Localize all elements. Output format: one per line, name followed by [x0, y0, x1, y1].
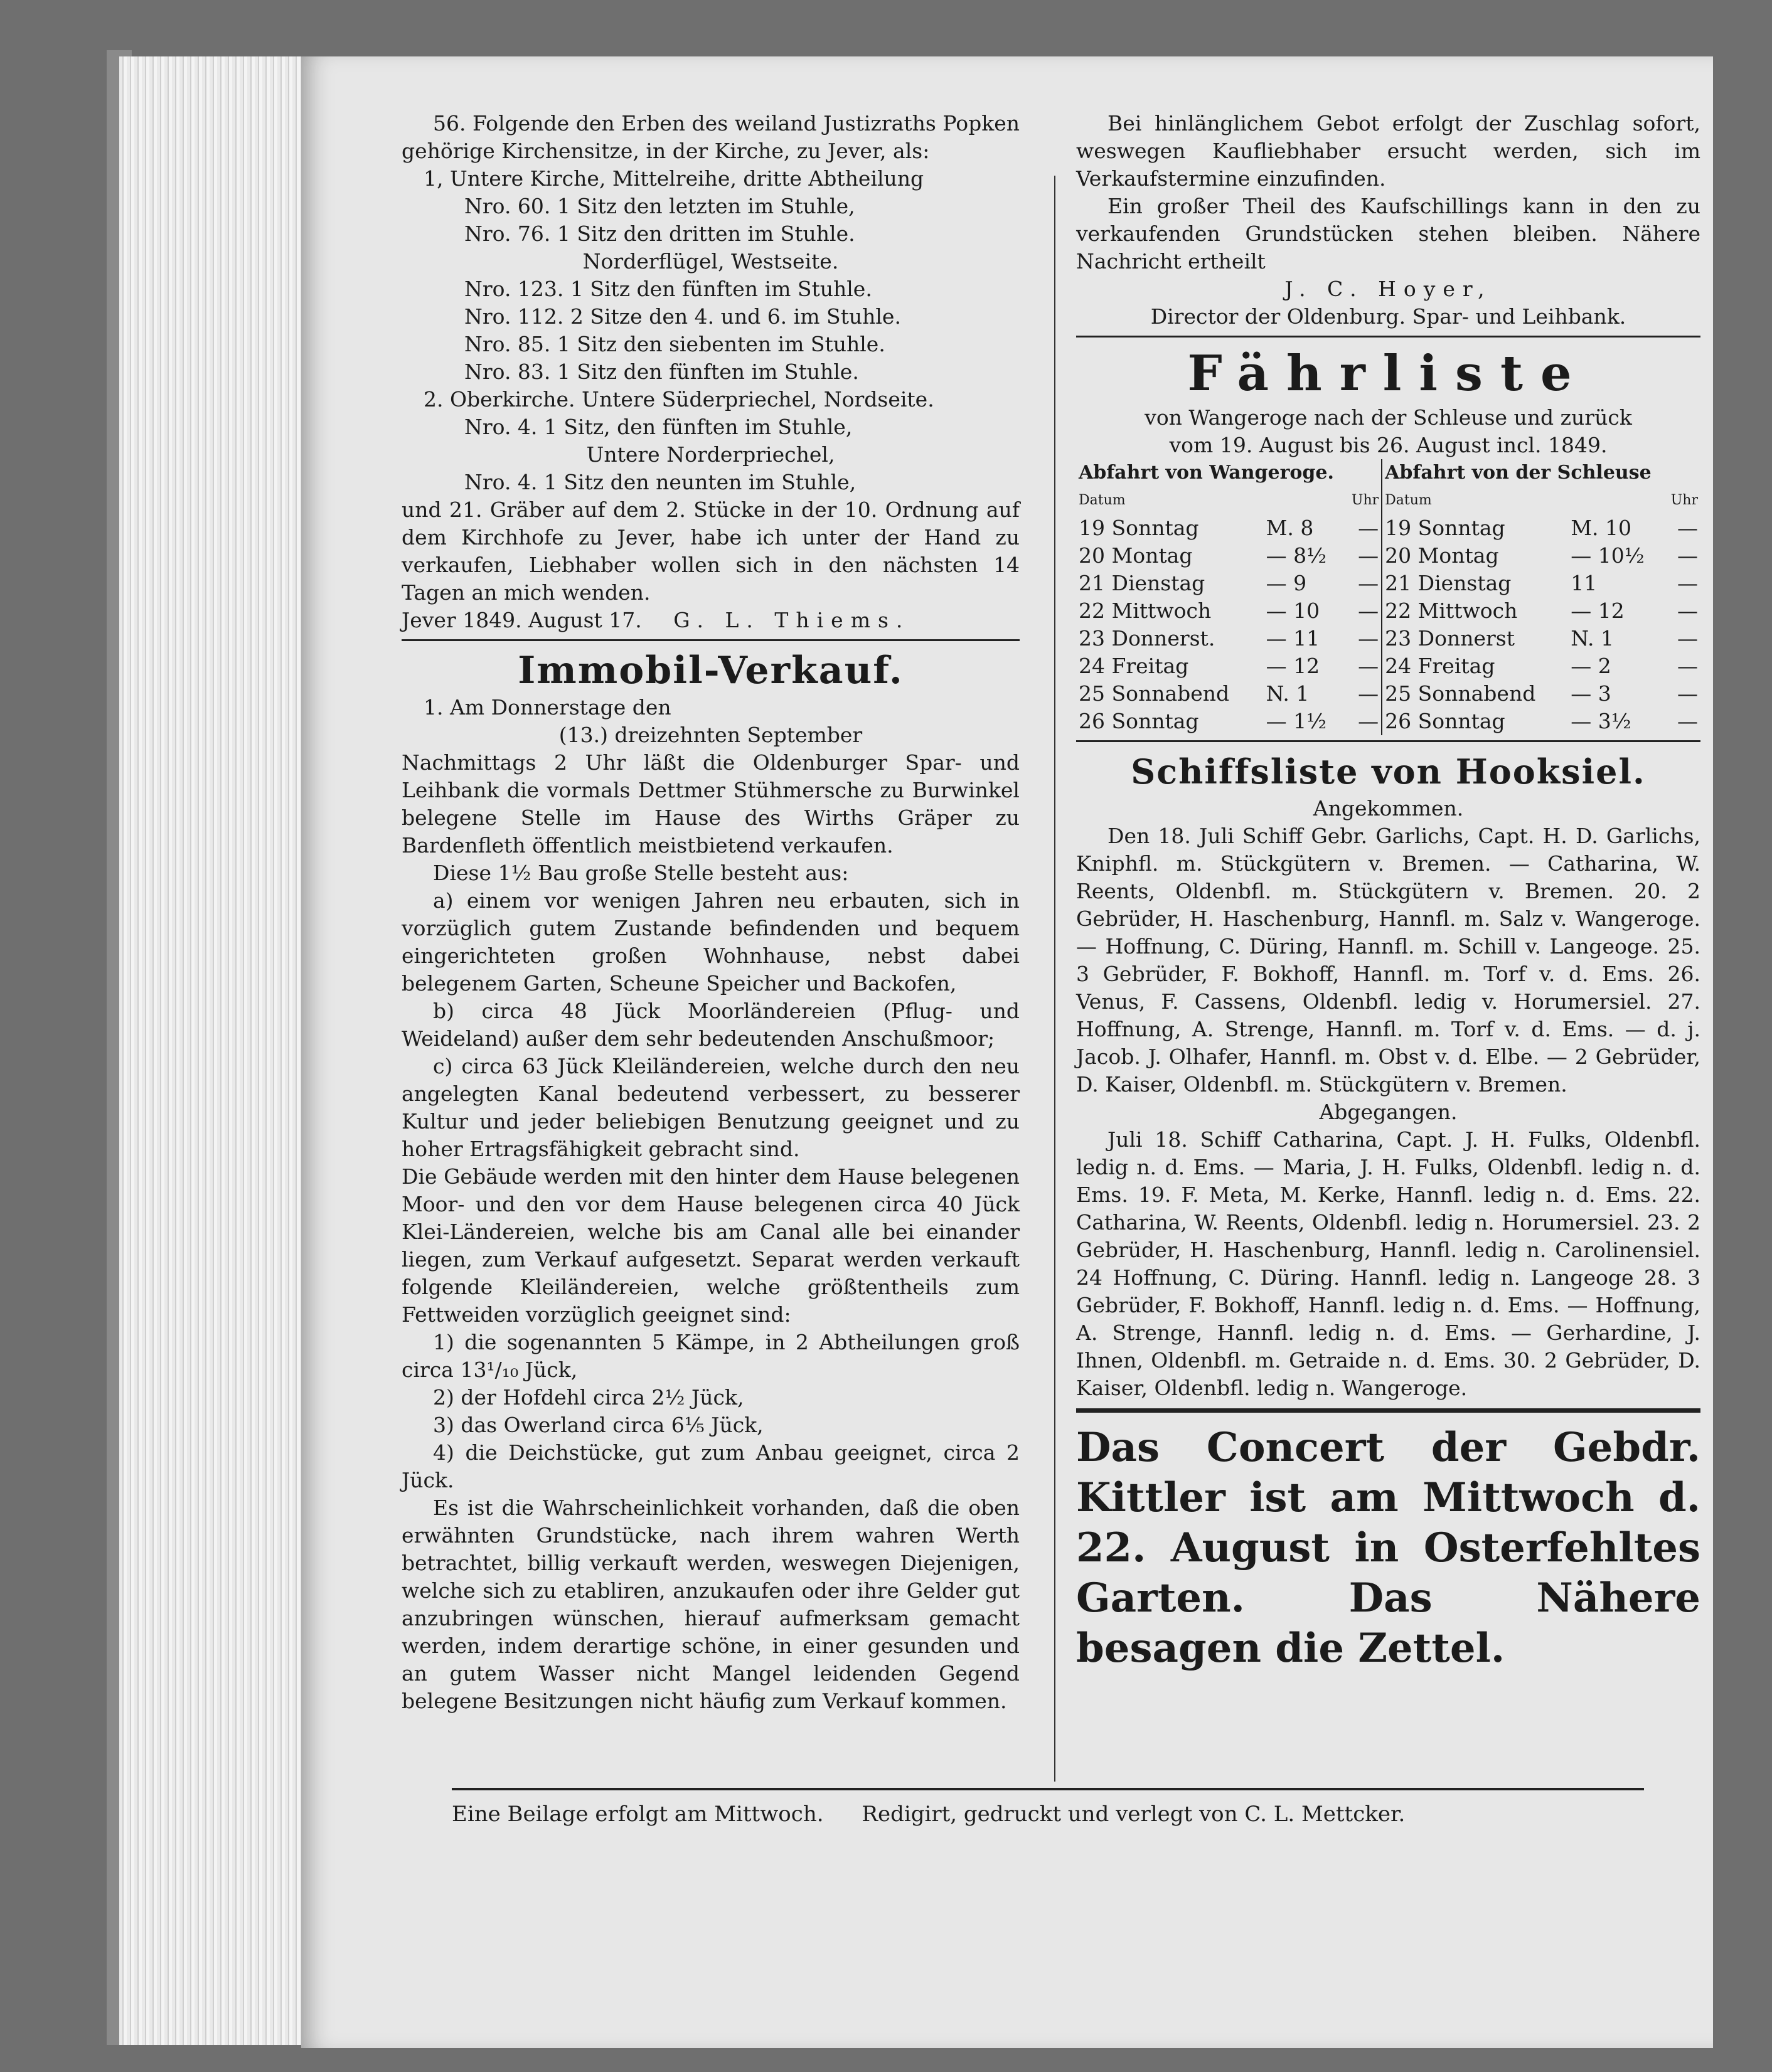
table-row — [1076, 652, 1700, 680]
table-row — [1076, 625, 1700, 652]
immobil-item: b) circa 48 Jück Moorländereien (Pflug- und Weideland) außer dem sehr bedeutenden Anschußmoor; — [402, 999, 1020, 1051]
notice-56-line: Nro. 85. 1 Sitz den siebenten im Stuhle. — [464, 332, 885, 356]
immobil-heading: Immobil-Verkauf. — [518, 649, 904, 693]
separator-rule — [1076, 740, 1700, 742]
abgegangen-text: Juli 18. Schiff Catharina, Capt. J. H. Fulks, Oldenbfl. ledig n. d. Ems. — Maria, J. H. Fulks, Oldenbfl. ledig n. d. Ems. 19. F. Meta, M. Kerke, Hannfl. ledig n. d. Ems. 22. Catharina, W. Reents, Oldenbfl. ledig n. Horumersiel. 23. 2 Gebrüder, H. Haschenburg, Hannfl. ledig n. Carolinensiel. 24 Hoffnung, C. Düring. Hannfl. ledig n. Langeoge 28. 3 Gebrüder, F. Bokhoff, Hannfl. ledig n. d. Ems. — Hoffnung, A. Strenge, Hannfl. ledig n. d. Ems. — Gerhardine, J. Ihnen, Oldenbfl. m. Getraide n. d. Ems. 30. 2 Gebrüder, D. Kaiser, Oldenbfl. ledig n. Wangeroge. — [1076, 1127, 1700, 1400]
table-cell: — — [1677, 543, 1698, 568]
faehrliste-heading: Fährliste — [1187, 345, 1589, 402]
table-cell: — — [1358, 571, 1379, 595]
footer-rule — [452, 1788, 1644, 1790]
abgegangen-heading: Abgegangen. — [1319, 1100, 1458, 1124]
concert-announcement: Das Concert der Gebdr. Kittler ist am Mittwoch d. 22. August in Osterfehltes Garten. Das Nähere besagen die Zettel. — [1076, 1424, 1700, 1672]
column-divider — [1054, 176, 1055, 1782]
col-datum: Datum — [1382, 487, 1568, 514]
table-cell: — 8½ — [1266, 543, 1327, 568]
immobil-line: (13.) dreizehnten September — [558, 723, 863, 747]
notice-56-line: 1, Untere Kirche, Mittelreihe, dritte Abtheilung — [424, 166, 924, 191]
table-cell: — — [1677, 681, 1698, 706]
table-cell: — — [1677, 571, 1698, 595]
faehrliste-period: vom 19. August bis 26. August incl. 1849. — [1169, 433, 1608, 457]
table-cell: N. 1 — [1266, 681, 1310, 706]
header-departure-schleuse: Abfahrt von der Schleuse — [1382, 459, 1700, 487]
table-cell: — 12 — [1571, 598, 1625, 623]
table-cell: — — [1358, 626, 1379, 651]
table-row — [1076, 708, 1700, 735]
left-column — [402, 110, 1020, 1715]
table-cell: — — [1358, 709, 1379, 733]
table-row — [1076, 570, 1700, 597]
immobil-item: a) einem vor wenigen Jahren neu erbauten, sich in vorzüglich gutem Zustande befindenden und bequem eingerichteten großen Wohnhause, nebst dabei belegenem Garten, Scheune Speicher und Backofen, — [402, 888, 1020, 996]
table-cell: 24 Freitag — [1079, 654, 1189, 678]
notice-56-intro: 56. Folgende den Erben des weiland Justizraths Popken gehörige Kirchensitze, in der Kirche, zu Jever, als: — [402, 111, 1020, 163]
table-cell: — — [1677, 626, 1698, 651]
immobil-item: 3) das Owerland circa 6⅕ Jück, — [433, 1413, 764, 1437]
table-subheader-row — [1076, 487, 1700, 514]
immobil-continuation: Ein großer Theil des Kaufschillings kann in den zu verkaufenden Grundstücken stehen bleiben. Nähere Nachricht ertheilt — [1076, 194, 1700, 274]
table-cell: — 12 — [1266, 654, 1320, 678]
right-column — [1076, 110, 1700, 1674]
notice-56-line: Nro. 112. 2 Sitze den 4. und 6. im Stuhle. — [464, 304, 901, 329]
table-cell: M. 10 — [1571, 516, 1632, 540]
table-cell: — — [1677, 516, 1698, 540]
immobil-paragraph: Es ist die Wahrscheinlichkeit vorhanden, daß die oben erwähnten Grundstücke, nach ihrem wahren Werth betrachtet, billig verkauft werden, weswegen Diejenigen, welche sich zu etabliren, anzukaufen oder ihre Gelder gut anzubringen wünschen, hierauf aufmerksam gemacht werden, indem derartige schöne, in einer gesunden und an gutem Wasser nicht Mangel leidenden Gegend belegene Besitzungen nicht häufig zum Verkauf kommen. — [402, 1496, 1020, 1713]
col-uhr: Uhr — [1351, 492, 1379, 508]
notice-56-line: Norderflügel, Westseite. — [582, 249, 839, 274]
notice-56-signature — [402, 607, 1020, 634]
table-cell: 26 Sonntag — [1079, 709, 1199, 733]
immobil-item: 2) der Hofdehl circa 2½ Jück, — [433, 1385, 744, 1410]
schiffsliste-heading: Schiffsliste von Hooksiel. — [1131, 752, 1646, 792]
table-cell: 11 — [1571, 571, 1598, 595]
notice-56-line: Nro. 76. 1 Sitz den dritten im Stuhle. — [464, 221, 855, 246]
separator-rule — [1076, 336, 1700, 337]
notice-56-line: Untere Norderpriechel, — [586, 442, 835, 467]
footer-publisher: Redigirt, gedruckt und verlegt von C. L. Mettcker. — [862, 1802, 1406, 1827]
table-cell: N. 1 — [1571, 626, 1614, 651]
table-cell: — 10½ — [1571, 543, 1645, 568]
table-cell: — 3 — [1571, 681, 1611, 706]
notice-56-line: Nro. 83. 1 Sitz den fünften im Stuhle. — [464, 359, 859, 384]
table-cell: 26 Sonntag — [1382, 708, 1568, 735]
table-row — [1076, 597, 1700, 625]
signature-name: G. L. Thiems. — [673, 608, 910, 632]
table-cell: 22 Mittwoch — [1079, 598, 1212, 623]
signer-title: Director der Oldenburg. Spar- und Leihbank. — [1150, 304, 1626, 329]
table-cell: — — [1358, 516, 1379, 540]
separator-double-rule — [1076, 1408, 1700, 1413]
table-cell: 25 Sonnabend — [1382, 680, 1568, 708]
immobil-item: 4) die Deichstücke, gut zum Anbau geeignet, circa 2 Jück. — [402, 1440, 1020, 1492]
table-cell: M. 8 — [1266, 516, 1314, 540]
footer-imprint — [452, 1800, 1644, 1828]
faehrliste-table — [1076, 459, 1700, 735]
table-cell: 23 Donnerst — [1382, 625, 1568, 652]
table-cell: — 9 — [1266, 571, 1307, 595]
signer-name: J. C. Hoyer, — [1284, 277, 1492, 301]
table-cell: — — [1677, 598, 1698, 623]
page-edges — [119, 56, 320, 2045]
separator-rule — [402, 639, 1020, 641]
col-uhr: Uhr — [1670, 492, 1698, 508]
table-cell: 21 Dienstag — [1079, 571, 1205, 595]
immobil-item: 1) die sogenannten 5 Kämpe, in 2 Abtheilungen groß circa 13¹/₁₀ Jück, — [402, 1330, 1020, 1382]
table-cell: 21 Dienstag — [1382, 570, 1568, 597]
table-cell: — — [1677, 709, 1698, 733]
table-header-row — [1076, 459, 1700, 487]
angekommen-heading: Angekommen. — [1313, 796, 1464, 821]
table-cell: — 10 — [1266, 598, 1320, 623]
table-cell: 19 Sonntag — [1382, 514, 1568, 542]
table-cell: 23 Donnerst. — [1079, 626, 1215, 651]
col-datum: Datum — [1079, 492, 1126, 508]
table-row — [1076, 542, 1700, 570]
table-row — [1076, 680, 1700, 708]
table-cell: 20 Montag — [1079, 543, 1193, 568]
table-cell: 19 Sonntag — [1079, 516, 1199, 540]
table-cell: — 11 — [1266, 626, 1320, 651]
faehrliste-route: von Wangeroge nach der Schleuse und zurück — [1145, 405, 1632, 430]
notice-56-line: Nro. 4. 1 Sitz, den fünften im Stuhle, — [464, 415, 853, 439]
notice-56-line: 2. Oberkirche. Untere Süderpriechel, Nordseite. — [424, 387, 934, 412]
table-cell: — — [1677, 654, 1698, 678]
notice-56-line: Nro. 123. 1 Sitz den fünften im Stuhle. — [464, 277, 872, 301]
notice-56-body: und 21. Gräber auf dem 2. Stücke in der 10. Ordnung auf dem Kirchhofe zu Jever, habe ich unter der Hand zu verkaufen, Liebhaber wollen sich in den nächsten 14 Tagen an mich wenden. — [402, 497, 1020, 605]
table-cell: 25 Sonnabend — [1079, 681, 1230, 706]
table-cell: — — [1358, 598, 1379, 623]
table-cell: — 2 — [1571, 654, 1611, 678]
table-cell: — — [1358, 681, 1379, 706]
immobil-paragraph: Die Gebäude werden mit den hinter dem Hause belegenen Moor- und den vor dem Hause belegenen circa 40 Jück Klei-Ländereien, welche bis am Canal alle bei einander liegen, zum Verkauf aufgesetzt. Separat werden verkauft folgende Kleiländereien, welche größtentheils zum Fettweiden vorzüglich geeignet sind: — [402, 1164, 1020, 1327]
table-cell: — 1½ — [1266, 709, 1327, 733]
notice-56-line: Nro. 60. 1 Sitz den letzten im Stuhle, — [464, 194, 855, 218]
notice-56-line: Nro. 4. 1 Sitz den neunten im Stuhle, — [464, 470, 857, 494]
table-cell: — 3½ — [1571, 709, 1631, 733]
immobil-paragraph: Nachmittags 2 Uhr läßt die Oldenburger Spar- und Leihbank die vormals Dettmer Stühmersche zu Burwinkel belegene Stelle im Hause des Wirths Gräper zu Bardenfleth öffentlich meistbietend verkaufen. — [402, 750, 1020, 858]
immobil-continuation: Bei hinlänglichem Gebot erfolgt der Zuschlag sofort, weswegen Kaufliebhaber ersucht werden, sich im Verkaufstermine einzufinden. — [1076, 111, 1700, 191]
table-cell: — — [1358, 543, 1379, 568]
table-cell: 20 Montag — [1382, 542, 1568, 570]
immobil-line: Diese 1½ Bau große Stelle besteht aus: — [433, 861, 849, 885]
table-cell: — — [1358, 654, 1379, 678]
footer-beilage: Eine Beilage erfolgt am Mittwoch. — [452, 1802, 824, 1827]
immobil-line: 1. Am Donnerstage den — [424, 695, 671, 720]
signature-place: Jever 1849. August 17. — [402, 608, 642, 632]
table-cell: 22 Mittwoch — [1382, 597, 1568, 625]
angekommen-text: Den 18. Juli Schiff Gebr. Garlichs, Capt. H. D. Garlichs, Kniphfl. m. Stückgütern v. Bremen. — Catharina, W. Reents, Oldenbfl. m. Stückgütern v. Bremen. 20. 2 Gebrüder, H. Haschenburg, Hannfl. m. Salz v. Wangeroge. — Hoffnung, C. Düring, Hannfl. m. Schill v. Langeoge. 25. 3 Gebrüder, F. Bokhoff, Hannfl. m. Torf v. d. Ems. 26. Venus, F. Cassens, Oldenbfl. ledig v. Horumersiel. 27. Hoffnung, A. Strenge, Hannfl. m. Torf v. d. Ems. — d. j. Jacob. J. Olhafer, Hannfl. m. Obst v. d. Elbe. — 2 Gebrüder, D. Kaiser, Oldenbfl. m. Stückgütern v. Bremen. — [1076, 824, 1700, 1097]
immobil-item: c) circa 63 Jück Kleiländereien, welche durch den neu angelegten Kanal bedeutend verbessert, zu besserer Kultur und jeder beliebigen Benutzung geeignet und zu hoher Ertragsfähigkeit gebracht sind. — [402, 1054, 1020, 1161]
table-row — [1076, 514, 1700, 542]
header-departure-wangeroge: Abfahrt von Wangeroge. — [1079, 462, 1334, 484]
table-cell: 24 Freitag — [1382, 652, 1568, 680]
